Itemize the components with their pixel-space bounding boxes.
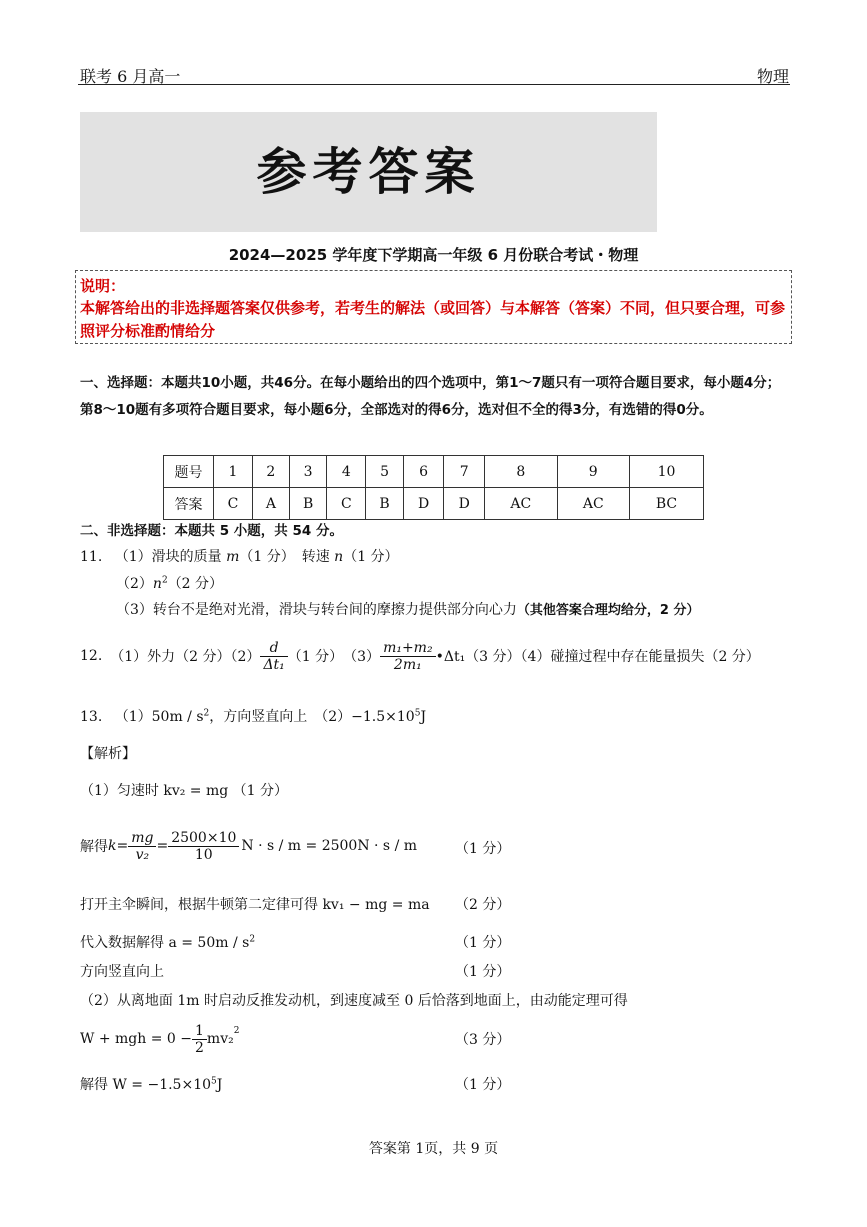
table-cell: C	[327, 488, 366, 520]
q13-step4-text: 代入数据解得 a = 50m / s	[80, 935, 250, 951]
table-cell: 7	[444, 456, 485, 488]
q13-step7-text: W + mgh = 0 −	[80, 1031, 192, 1047]
q13-step7-term: mv₂	[206, 1031, 234, 1047]
q13-part1: （1）50m / s	[114, 709, 204, 725]
table-cell: A	[252, 488, 289, 520]
q11-line2	[116, 573, 223, 593]
table-cell: D	[444, 488, 485, 520]
fraction-numerator: d	[260, 640, 287, 657]
fraction-denominator: 2m₁	[393, 656, 422, 673]
answer-table	[163, 455, 704, 520]
table-cell: BC	[630, 488, 704, 520]
q13-step5-score: （1 分）	[455, 964, 511, 980]
q12-fraction-1	[260, 640, 287, 673]
fraction-denominator: v₂	[135, 846, 150, 863]
table-cell: 10	[630, 456, 704, 488]
q13-step4-exponent: 2	[249, 934, 256, 945]
q11-part2-label: （2）	[116, 576, 153, 592]
table-cell: 4	[327, 456, 366, 488]
q11-part2-symbol: n	[152, 576, 162, 592]
table-cell: 1	[214, 456, 253, 488]
title-banner	[80, 112, 657, 232]
q13-exponent: 5	[414, 708, 421, 719]
analysis-heading: 【解析】	[80, 746, 136, 762]
q13-answer-line	[80, 706, 426, 726]
banner-title: 参考答案	[256, 142, 481, 201]
q13-exponent: 2	[203, 708, 210, 719]
table-cell: 3	[289, 456, 327, 488]
table-cell: 5	[366, 456, 404, 488]
q13-step2-result: N · s / m = 2500N · s / m	[241, 838, 418, 854]
q13-fraction-1	[128, 830, 156, 863]
q12-part3: •Δt₁（3 分）（4）碰撞过程中存在能量损失（2 分）	[435, 649, 760, 665]
q13-step8-text: 解得 W = −1.5×10	[80, 1077, 212, 1093]
fraction-denominator: 2	[195, 1039, 204, 1056]
question-number: 12.	[80, 648, 103, 664]
q13-step1: （1）匀速时 kv₂ = mg （1 分）	[80, 783, 289, 799]
q11-line1	[80, 546, 399, 566]
q13-step2-score: （1 分）	[455, 841, 511, 857]
q12-part2: （1 分） （3）	[287, 649, 381, 665]
fraction-numerator: m₁+m₂	[380, 640, 436, 657]
fraction-denominator: 10	[194, 846, 213, 863]
table-header-cell: 题号	[164, 456, 214, 488]
table-cell: 2	[252, 456, 289, 488]
table-header-cell: 答案	[164, 488, 214, 520]
header-divider	[78, 84, 790, 85]
fraction-numerator: 2500×10	[168, 830, 239, 847]
q13-unit: J	[420, 709, 427, 725]
q13-step7-exponent: 2	[233, 1026, 240, 1036]
q13-step8-score: （1 分）	[455, 1077, 511, 1093]
q11-score: （1 分）	[343, 549, 399, 565]
table-cell: B	[289, 488, 327, 520]
table-cell: 9	[557, 456, 629, 488]
section2-text: 二、非选择题：本题共 5 小题，共 54 分。	[80, 523, 343, 539]
q12-fraction-2	[380, 640, 436, 673]
question-number: 11.	[80, 549, 103, 565]
equals-sign: =	[116, 838, 129, 854]
table-cell: C	[214, 488, 253, 520]
exam-subtitle: 2024—2025 学年度下学期高一年级 6 月份联合考试・物理	[228, 246, 639, 264]
q11-part3-note: （其他答案合理均给分，2 分）	[516, 603, 700, 618]
q13-step4-score: （1 分）	[455, 935, 511, 951]
question-number: 13.	[80, 709, 103, 725]
q11-part2-score: （2 分）	[167, 576, 224, 592]
q13-part2: ，方向竖直向上 （2）−1.5×10	[209, 709, 415, 725]
q13-step7-score: （3 分）	[455, 1032, 511, 1048]
table-cell: B	[366, 488, 404, 520]
page-footer: 答案第 1页，共 9 页	[368, 1141, 499, 1157]
table-cell: D	[403, 488, 444, 520]
q13-step7	[80, 1018, 239, 1060]
q13-step4	[80, 932, 255, 952]
q12-line	[80, 634, 760, 678]
table-cell: AC	[557, 488, 629, 520]
q13-step2-symbol: k	[108, 838, 117, 854]
q12-part1: （1）外力（2 分）（2）	[110, 649, 261, 665]
q13-step3: 打开主伞瞬间，根据牛顿第二定律可得 kv₁ − mg = ma	[80, 897, 430, 913]
table-row	[164, 456, 704, 488]
q13-step5: 方向竖直向上	[80, 964, 164, 980]
note-body: 本解答给出的非选择题答案仅供参考，若考生的解法（或回答）与本解答（答案）不同，但只要合理，可参照评分标准酌情给分	[80, 299, 786, 340]
q13-step8	[80, 1074, 222, 1094]
q11-line3	[116, 599, 699, 619]
q11-part2-exponent: 2	[161, 575, 168, 586]
table-cell: 8	[485, 456, 557, 488]
q11-mass-symbol: m	[226, 549, 240, 565]
note-heading: 说明：	[80, 277, 126, 295]
q11-mass-label: （1）滑块的质量	[114, 549, 227, 565]
table-row	[164, 488, 704, 520]
q13-step8-exponent: 5	[211, 1076, 217, 1087]
fraction-numerator: 1	[192, 1023, 207, 1040]
fraction-numerator: mg	[128, 830, 156, 847]
q13-step2	[80, 822, 417, 870]
equals-sign: =	[156, 838, 169, 854]
q13-step2-label: 解得	[80, 839, 108, 855]
q11-speed-label: （1 分） 转速	[239, 549, 335, 565]
q11-speed-symbol: n	[334, 549, 344, 565]
note-box	[75, 270, 792, 344]
fraction-denominator: Δt₁	[263, 656, 285, 673]
header-left: 联考 6 月高一	[80, 67, 181, 86]
q13-step6: （2）从离地面 1m 时启动反推发动机，到速度减至 0 后恰落到地面上，由动能定理可得	[80, 993, 628, 1009]
table-cell: AC	[485, 488, 557, 520]
q13-half-fraction	[192, 1023, 207, 1056]
header-right: 物理	[756, 67, 789, 86]
q13-step3-score: （2 分）	[455, 897, 511, 913]
q11-part3-text: （3）转台不是绝对光滑，滑块与转台间的摩擦力提供部分向心力	[116, 602, 517, 618]
q13-fraction-2	[168, 830, 239, 863]
q13-step8-unit: J	[216, 1077, 223, 1093]
table-cell: 6	[403, 456, 444, 488]
section1-text: 一、选择题：本题共10小题，共46分。在每小题给出的四个选项中，第1～7题只有一项符合题目要求，每小题4分；第8～10题有多项符合题目要求，每小题6分，全部选对的得6分，选对但不全的得3分，有选错的得0分。	[80, 375, 781, 418]
